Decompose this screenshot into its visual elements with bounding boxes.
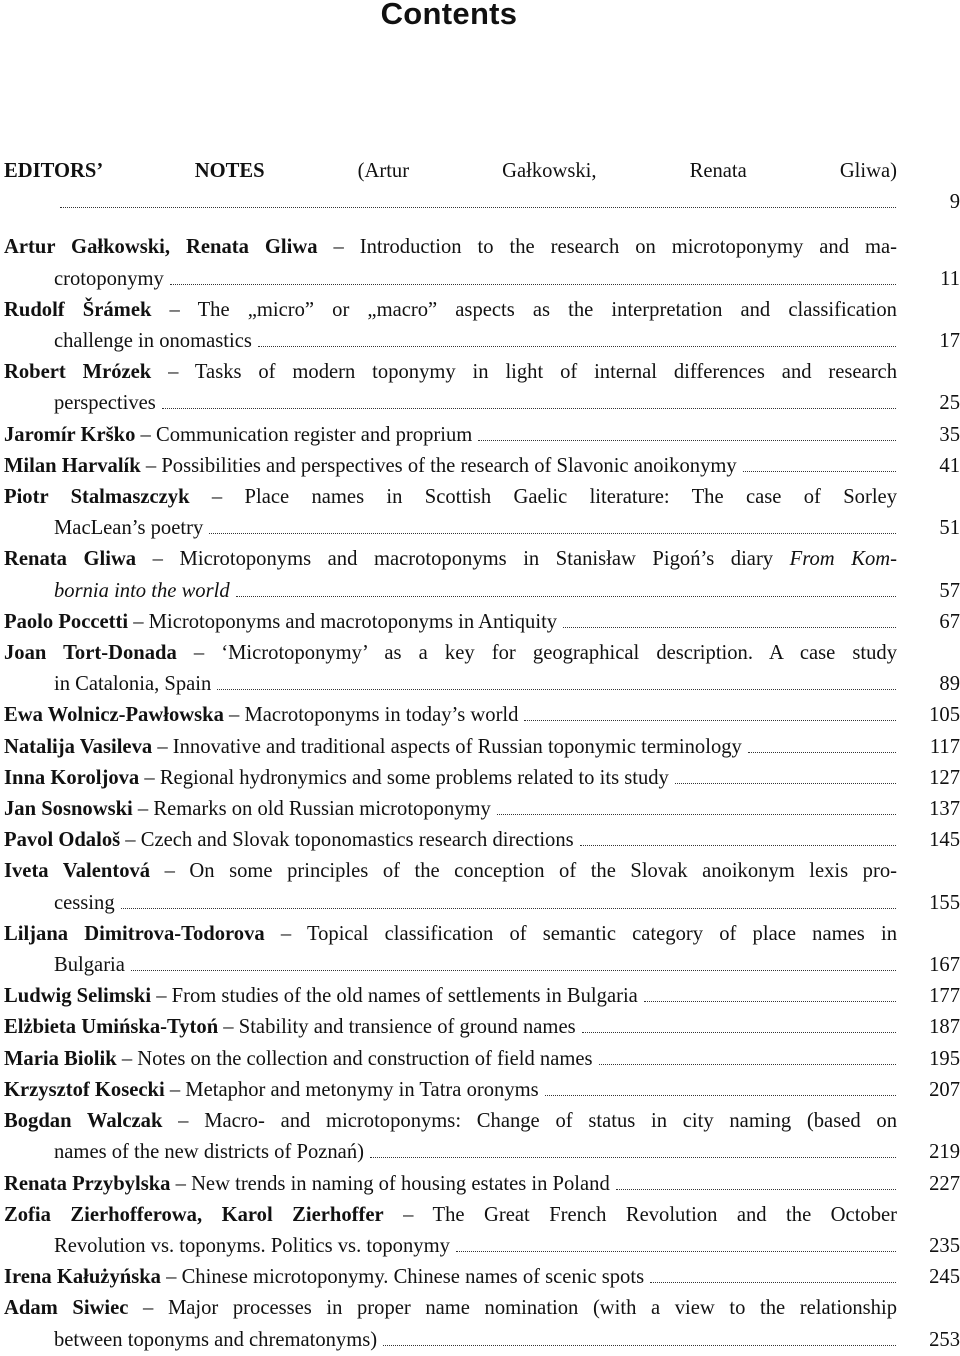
toc-entry-line [4,732,960,763]
toc-title: Microtoponyms and macrotoponyms in Stanisław Pigoń’s diary [179,548,774,571]
toc-entry[interactable] [4,981,960,1012]
toc-author: Maria Biolik [4,1047,117,1070]
toc-separator: – [135,423,156,446]
toc-separator: – [132,798,154,821]
toc-entry-text [4,981,638,1012]
toc-author: Krzysztof Kosecki [4,1078,165,1101]
toc-author: Joan Tort-Donada [4,642,177,665]
toc-title-continued: Bulgaria [54,954,125,977]
toc-entry-line [4,420,960,451]
toc-entry-line [4,156,897,187]
toc-page-number: 227 [929,1172,960,1195]
toc-entry[interactable] [4,1075,960,1106]
toc-entry-line [4,357,897,388]
toc-separator: – [151,361,195,384]
toc-title: Tasks of modern toponymy in light of internal differences and research [194,361,897,384]
toc-entry-text [4,1012,576,1043]
toc-separator: – [317,236,360,259]
toc-separator: – [160,1266,182,1289]
toc-author: Pavol Odaloš [4,829,121,852]
toc-page-number: 127 [929,766,960,789]
toc-separator: – [383,1203,433,1226]
toc-entry-line [4,295,897,326]
dot-leader [217,688,896,690]
toc-title-continued: perspectives [54,392,156,415]
toc-entry-text [4,763,669,794]
toc-title-continued: names of the new districts of Poznań) [54,1141,364,1164]
toc-page-number: 177 [929,985,960,1008]
toc-author: Ewa Wolnicz-Pawłowska [4,704,224,727]
toc-author: Milan Harvalík [4,454,141,477]
toc-entry[interactable] [4,607,960,638]
toc-entry-line [4,1075,960,1106]
toc-author: Piotr Stalmaszczyk [4,486,190,509]
toc-entry-text [4,732,742,763]
toc-entry[interactable] [4,451,960,482]
toc-page-number: 89 [939,673,960,696]
toc-title: Microtoponyms and macrotoponyms in Antiquity [148,610,558,633]
toc-entry[interactable] [4,232,960,294]
toc-author: Renata Przybylska [4,1172,171,1195]
toc-separator: – [218,1016,239,1039]
toc-title-continued: MacLean’s poetry [54,517,204,540]
toc-entry-line [4,888,960,919]
toc-page-number: 9 [949,191,960,214]
toc-title: Notes on the collection and construction of field names [137,1047,593,1070]
toc-entry-text [4,794,491,825]
toc-title: Major processes in proper name nomination (with a view to the relationship [167,1297,898,1320]
toc-entry-line [4,1200,897,1231]
dot-leader [599,1063,896,1065]
dot-leader [131,969,896,971]
toc-entry-line [4,264,960,295]
dot-leader [675,782,896,784]
toc-page-number: 17 [939,330,960,353]
toc-entry-line [4,1106,897,1137]
toc-entry[interactable] [4,794,960,825]
toc-title-continued: bornia into the world [54,579,230,602]
toc-entry-line [4,388,960,419]
toc-separator: – [128,610,149,633]
toc-page-number: 187 [929,1016,960,1039]
toc-title: Remarks on old Russian microtoponymy [153,798,491,821]
toc-entry-line [4,232,897,263]
toc-entry-line [4,1325,960,1356]
toc-separator: – [164,1078,186,1101]
dot-leader [170,283,896,285]
toc-entry-line [4,1012,960,1043]
toc-entry-text [4,1262,644,1293]
dot-leader [478,439,896,441]
toc-title: Chinese microtoponymy. Chinese names of scenic spots [181,1266,645,1289]
toc-title-continued: Revolution vs. toponyms. Politics vs. toponymy [54,1234,450,1257]
toc-separator: – [128,1297,168,1320]
toc-separator [265,160,358,182]
toc-title: Regional hydronymics and some problems related to its study [159,766,669,789]
toc-separator: – [151,985,172,1008]
toc-entry[interactable] [4,700,960,731]
toc-entry[interactable] [4,1200,960,1262]
toc-entry-line [4,576,960,607]
toc-entry-text [4,1169,610,1200]
toc-separator: – [140,454,162,477]
toc-author: Artur Gałkowski, Renata Gliwa [4,236,318,259]
toc-page-number: 219 [929,1141,960,1164]
toc-entry[interactable] [4,1293,960,1355]
toc-entry-line [4,1262,960,1293]
toc-separator: – [151,298,198,321]
toc-title: (Artur Gałkowski, Renata Gliwa) [357,160,897,182]
toc-page-number: 253 [929,1328,960,1351]
toc-author: Zofia Zierhofferowa, Karol Zierhoffer [4,1203,384,1226]
toc-entry[interactable] [4,156,960,218]
toc-title: New trends in naming of housing estates in Poland [191,1172,610,1195]
toc-page-number: 105 [929,704,960,727]
toc-entry-line [4,607,960,638]
toc-author: Rudolf Šrámek [4,298,152,321]
toc-separator: – [162,1110,205,1133]
dot-leader [524,719,896,721]
toc-separator: – [150,860,190,883]
toc-title: From studies of the old names of settlements in Bulgaria [171,985,638,1008]
toc-author: Elżbieta Umińska-Tytoń [4,1016,219,1039]
toc-separator: – [116,1047,138,1070]
dot-leader [580,844,896,846]
toc-page-number: 145 [929,829,960,852]
toc-page-number: 137 [929,798,960,821]
toc-page-number: 117 [929,735,960,758]
toc-separator: – [189,486,245,509]
toc-entry-line [4,856,897,887]
dot-leader [383,1344,896,1346]
toc-author: Bogdan Walczak [4,1110,163,1133]
toc-entry[interactable] [4,732,960,763]
toc-author: Ludwig Selimski [4,985,152,1008]
dot-leader [748,751,896,753]
toc-entry-text [4,420,472,451]
toc-title: Place names in Scottish Gaelic literature: The case of Sorley [244,486,897,509]
toc-entry-text [4,607,557,638]
toc-title-continued: between toponyms and chrematonyms) [54,1328,378,1351]
toc-title-continued: crotoponymy [54,267,164,290]
dot-leader [60,206,896,208]
toc-page-number: 11 [940,267,960,290]
dot-leader [209,532,896,534]
toc-entry-line [4,763,960,794]
toc-title: The „micro” or „macro” aspects as the interpretation and classification [197,298,897,321]
toc-author: Paolo Poccetti [4,610,129,633]
toc-entry-text [4,700,518,731]
toc-author: Renata Gliwa [4,548,137,571]
toc-author: Liljana Dimitrova-Todorova [4,922,265,945]
toc-title: Innovative and traditional aspects of Russian toponymic terminology [172,735,742,758]
toc-author: Robert Mrózek [4,361,152,384]
toc-title: Communication register and proprium [155,423,473,446]
toc-entry-line [4,794,960,825]
toc-author: Iveta Valentová [4,860,151,883]
toc-entry-line [4,1044,960,1075]
toc-title: Introduction to the research on microtoponymy and ma- [359,236,898,259]
toc-entry[interactable] [4,482,960,544]
toc-page-number: 235 [929,1234,960,1257]
toc-entry[interactable] [4,1044,960,1075]
toc-entry-text [4,1044,593,1075]
toc-page-number: 67 [939,610,960,633]
toc-page-number: 41 [939,454,960,477]
toc-title: Macrotoponyms in today’s world [244,704,519,727]
dot-leader [582,1031,896,1033]
toc-entry[interactable] [4,919,960,981]
toc-entry[interactable] [4,420,960,451]
toc-title: Stability and transience of ground names [238,1016,576,1039]
dot-leader [743,470,896,472]
toc-title-continued: in Catalonia, Spain [54,673,212,696]
toc-page-number: 207 [929,1078,960,1101]
toc-entry-line [4,950,960,981]
toc-separator: – [176,642,222,665]
dot-leader [456,1250,896,1252]
toc-entry-line [4,1137,960,1168]
toc-title-italic: From Kom- [789,548,897,571]
toc-separator: – [264,922,307,945]
toc-title: Topical classification of semantic category of place names in [306,922,897,945]
page-title: Contents [380,0,518,31]
toc-author: Inna Koroljova [4,766,140,789]
toc-entry[interactable] [4,1262,960,1293]
toc-title: Czech and Slovak toponomastics research directions [140,829,574,852]
toc-entry-line [4,187,960,218]
dot-leader [545,1094,896,1096]
dot-leader [121,907,896,909]
toc-page-number: 25 [939,392,960,415]
toc-entry[interactable] [4,1012,960,1043]
dot-leader [162,407,896,409]
toc-entry-line [4,669,960,700]
toc-entry-line [4,1231,960,1262]
toc-entry-line [4,1293,897,1324]
dot-leader [563,626,896,628]
toc-page-number: 195 [929,1047,960,1070]
dot-leader [644,1000,896,1002]
toc-entry[interactable] [4,638,960,700]
toc-author: EDITORS’ NOTES [4,160,265,182]
toc-entry[interactable] [4,856,960,918]
toc-separator: – [170,1172,192,1195]
toc-page-number: 57 [939,579,960,602]
toc-page-number: 35 [939,423,960,446]
toc-page-number: 51 [939,517,960,540]
toc-title-continued: challenge in onomastics [54,330,252,353]
toc-entry[interactable] [4,544,960,606]
toc-separator: – [120,829,141,852]
toc-entry-line [4,981,960,1012]
toc-entry[interactable] [4,357,960,419]
toc-separator: – [139,766,160,789]
dot-leader [370,1156,896,1158]
toc-separator: – [136,548,180,571]
toc-entry-text [4,825,574,856]
toc-entry-line [4,326,960,357]
table-of-contents [4,156,960,1356]
dot-leader [616,1188,896,1190]
toc-title: Possibilities and perspectives of the research of Slavonic anoikonymy [161,454,737,477]
toc-entry[interactable] [4,295,960,357]
dot-leader [258,345,896,347]
toc-entry-line [4,919,897,950]
toc-entry[interactable] [4,1169,960,1200]
toc-entry-line [4,451,960,482]
dot-leader [650,1281,896,1283]
toc-title: On some principles of the conception of the Slovak anoikonym lexis pro- [189,860,897,883]
toc-author: Jan Sosnowski [4,798,133,821]
toc-title: Metaphor and metonymy in Tatra oronyms [185,1078,539,1101]
dot-leader [236,595,896,597]
toc-title-continued: cessing [54,891,115,914]
toc-entry-line [4,482,897,513]
dot-leader [497,813,896,815]
toc-entry[interactable] [4,763,960,794]
toc-entry-line [4,638,897,669]
toc-page-number: 245 [929,1266,960,1289]
toc-author: Adam Siwiec [4,1297,129,1320]
toc-page-number: 155 [929,891,960,914]
toc-separator: – [152,735,173,758]
toc-entry-line [4,544,897,575]
toc-author: Jaromír Krško [4,423,136,446]
toc-entry-line [4,513,960,544]
toc-entry-line [4,825,960,856]
toc-entry[interactable] [4,825,960,856]
toc-title: ‘Microtoponymy’ as a key for geographical description. A case study [221,642,897,665]
toc-author: Irena Kałużyńska [4,1266,161,1289]
toc-page-number: 167 [929,954,960,977]
toc-title: The Great French Revolution and the October [432,1203,898,1226]
toc-title: Macro- and microtoponyms: Change of status in city naming (based on [204,1110,897,1133]
toc-entry-text [4,451,737,482]
toc-entry-text [4,1075,539,1106]
toc-entry-line [4,1169,960,1200]
toc-entry[interactable] [4,1106,960,1168]
toc-author: Natalija Vasileva [4,735,153,758]
toc-entry-line [4,700,960,731]
toc-separator: – [223,704,245,727]
